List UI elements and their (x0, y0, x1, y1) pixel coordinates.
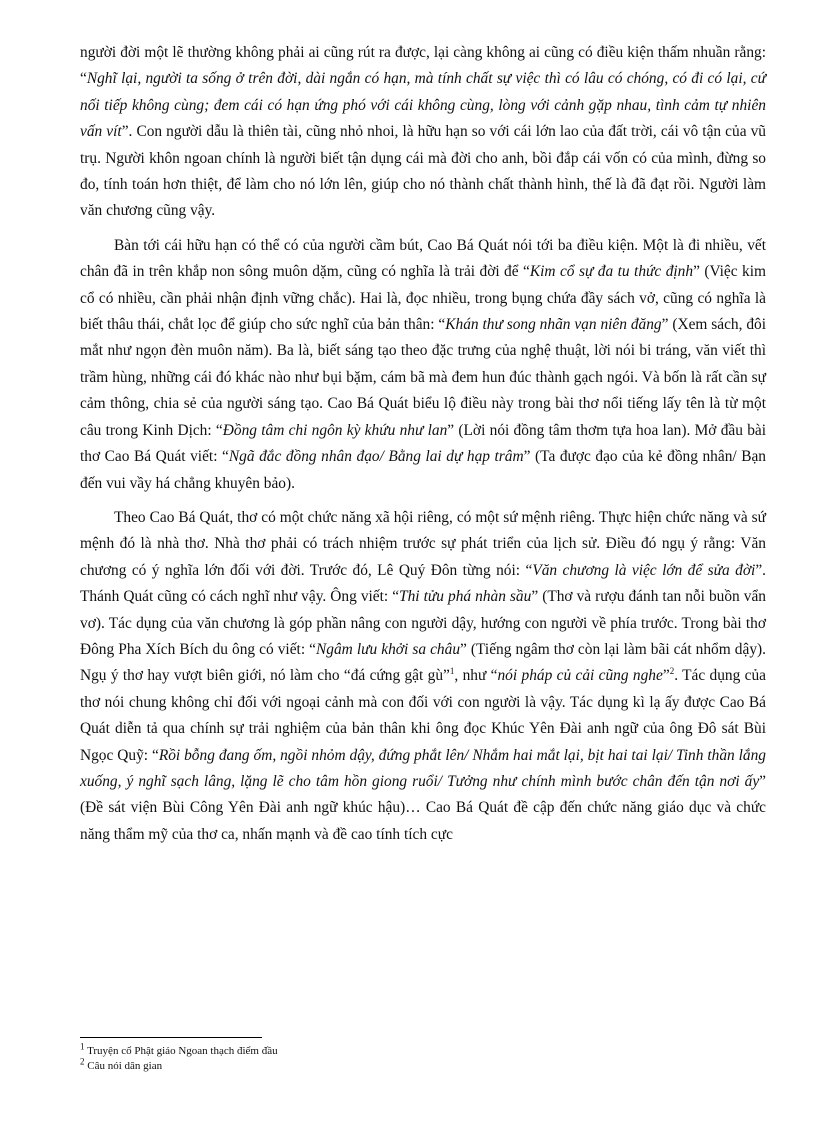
footnote-1 (80, 1041, 766, 1059)
text-run: , như “ (454, 667, 498, 685)
footnote-number: 2 (80, 1055, 85, 1066)
body-text (80, 40, 766, 848)
text-run: ” (Lời nói đồng tâm thơm tựa hoa lan). Mở đầu bài thơ Cao Bá Quát viết: “ (80, 421, 766, 466)
text-run: ” (Ta được đạo của kẻ đồng nhân/ Bạn đến vui vầy há chẳng khuyên bảo). (80, 448, 767, 492)
quotation: Rồi bỗng đang ốm, ngồi nhỏm dậy, đứng phắt lên/ Nhắm hai mắt lại, bịt hai tai lại/ Tinh thần lắng xuống, ý nghĩ sạch lâng, lặng lẽ cho tâm hồn giong ruổi/ Tưởng như chính mình bước chân đến tận nơi ấy (80, 746, 766, 790)
quotation: Đồng tâm chi ngôn kỳ khứu như lan (222, 421, 448, 439)
text-run: ”. Thánh Quát cũng có cách nghĩ như vậy. Ông viết: “ (80, 561, 767, 606)
footnotes (80, 1037, 766, 1073)
quotation: Thi tửu phá nhàn sầu (399, 588, 532, 606)
text-run: người đời một lẽ thường không phải ai cũng rút ra được, lại càng không ai cũng có điều kiện thấm nhuần rằng: “ (80, 44, 766, 88)
text-run: ” (Tiếng ngâm thơ còn lại làm bãi cát nhổm dậy). Ngụ ý thơ hay vượt biên giới, nó làm cho “đá cứng gật gù” (80, 640, 766, 685)
quotation: nói pháp củ cải cũng nghe (497, 667, 663, 685)
text-run: ” (662, 667, 670, 685)
quotation: Ngâm lưu khởi sa châu (316, 640, 461, 658)
footnote-text: Câu nói dân gian (87, 1059, 163, 1072)
text-run: ” (Đề sát viện Bùi Công Yên Đài anh ngữ khúc hậu)… Cao Bá Quát đề cập đến chức năng giáo dục và chức năng thẩm mỹ của thơ ca, nhấn mạnh và đề cao tính tích cực (80, 772, 766, 843)
text-run: Bàn tới cái hữu hạn có thể có của người cầm bút, Cao Bá Quát nói tới ba điều kiện. Một là đi nhiều, vết chân đã in trên khắp non sông muôn dặm, cũng có nghĩa là trải đời để “ (80, 236, 766, 281)
quotation: Văn chương là việc lớn để sửa đời (532, 561, 756, 579)
quotation: Kim cổ sự đa tu thức định (529, 263, 694, 281)
quotation: Khán thư song nhãn vạn niên đăng (445, 316, 662, 334)
footnote-ref: 2 (669, 666, 675, 677)
footnote-number: 1 (80, 1041, 85, 1052)
text-run: ” (Thơ và rượu đánh tan nỗi buồn vẩn vơ). Tác dụng của văn chương là góp phần nâng con người dậy, hướng con người về phía trước. Trong bài thơ Đông Pha Xích Bích du ông có viết: “ (80, 588, 766, 658)
footnote-text: Truyện cổ Phật giáo Ngoan thạch điểm đầu (87, 1045, 278, 1057)
quotation: Nghĩ lại, người ta sống ở trên đời, dài ngắn có hạn, mà tính chất sự việc thì có lâu có chóng, có đi có lại, cứ nối tiếp không cùng; đem cái có hạn ứng phó với cái không cùng, lòng với cảnh gặp nhau, tình cảm tự nhiên vấn vít (80, 70, 766, 141)
footnote-ref: 1 (449, 666, 455, 677)
footnote-2 (80, 1055, 766, 1074)
text-run: ”. Con người dẫu là thiên tài, cũng nhỏ nhoi, là hữu hạn so với cái lớn lao của đất trời, cái vô tận của vũ trụ. Người khôn ngoan chính là người biết tận dụng cái mà đời cho anh, bồi đắp cái vốn có của mình, đừng so đo, tính toán hơn thiệt, để làm cho nó lớn lên, giúp cho nó thành chất thành hình, thế là đã đạt rồi. Người làm văn chương cũng vậy. (80, 123, 766, 220)
paragraph (80, 40, 766, 225)
text-run: . Tác dụng của thơ nói chung không chỉ đối với ngoại cảnh mà con đối với con người là vậy. Tác dụng kì lạ ấy được Cao Bá Quát diễn tả qua chính sự trải nghiệm của bản thân khi ông đọc Khúc Yên Đài anh ngữ của ông Đô sát Bùi Ngọc Quỹ: “ (80, 667, 767, 764)
text-run: Theo Cao Bá Quát, thơ có một chức năng xã hội riêng, có một sứ mệnh riêng. Thực hiện chức năng và sứ mệnh đó là nhà thơ. Nhà thơ phải có trách nhiệm trước sự phát triển của lịch sử. Điều đó ngụ ý rằng: Văn chương có ý nghĩa lớn đối với đời. Trước đó, Lê Quý Đôn từng nói: “ (80, 508, 766, 579)
quotation: Ngã đắc đồng nhân đạo/ Bằng lai dự hạp trâm (228, 448, 524, 466)
paragraph (80, 505, 766, 848)
paragraph (80, 233, 766, 497)
text-run: ” (Việc kim cổ có nhiều, cần phải nhận định vững chắc). Hai là, đọc nhiều, trong bụng chứa đầy sách vở, cũng có nghĩa là biết thâu thái, chắt lọc để giúp cho sức nghĩ của bản thân: “ (80, 263, 766, 334)
text-run: ” (Xem sách, đôi mắt như ngọn đèn muôn năm). Ba là, biết sáng tạo theo đặc trưng của nghệ thuật, lời nói bi tráng, văn viết thì trầm hùng, những cái đó khác nào như bụi bặm, cám bã mà đem hun đúc thành gạch ngói. Và bốn là rất cần sự cảm thông, chia sẻ của người sáng tạo. Cao Bá Quát biểu lộ điều này trong bài thơ nổi tiếng lấy tên là từ một câu trong Kinh Dịch: “ (80, 316, 766, 439)
footnote-separator (80, 1037, 262, 1038)
